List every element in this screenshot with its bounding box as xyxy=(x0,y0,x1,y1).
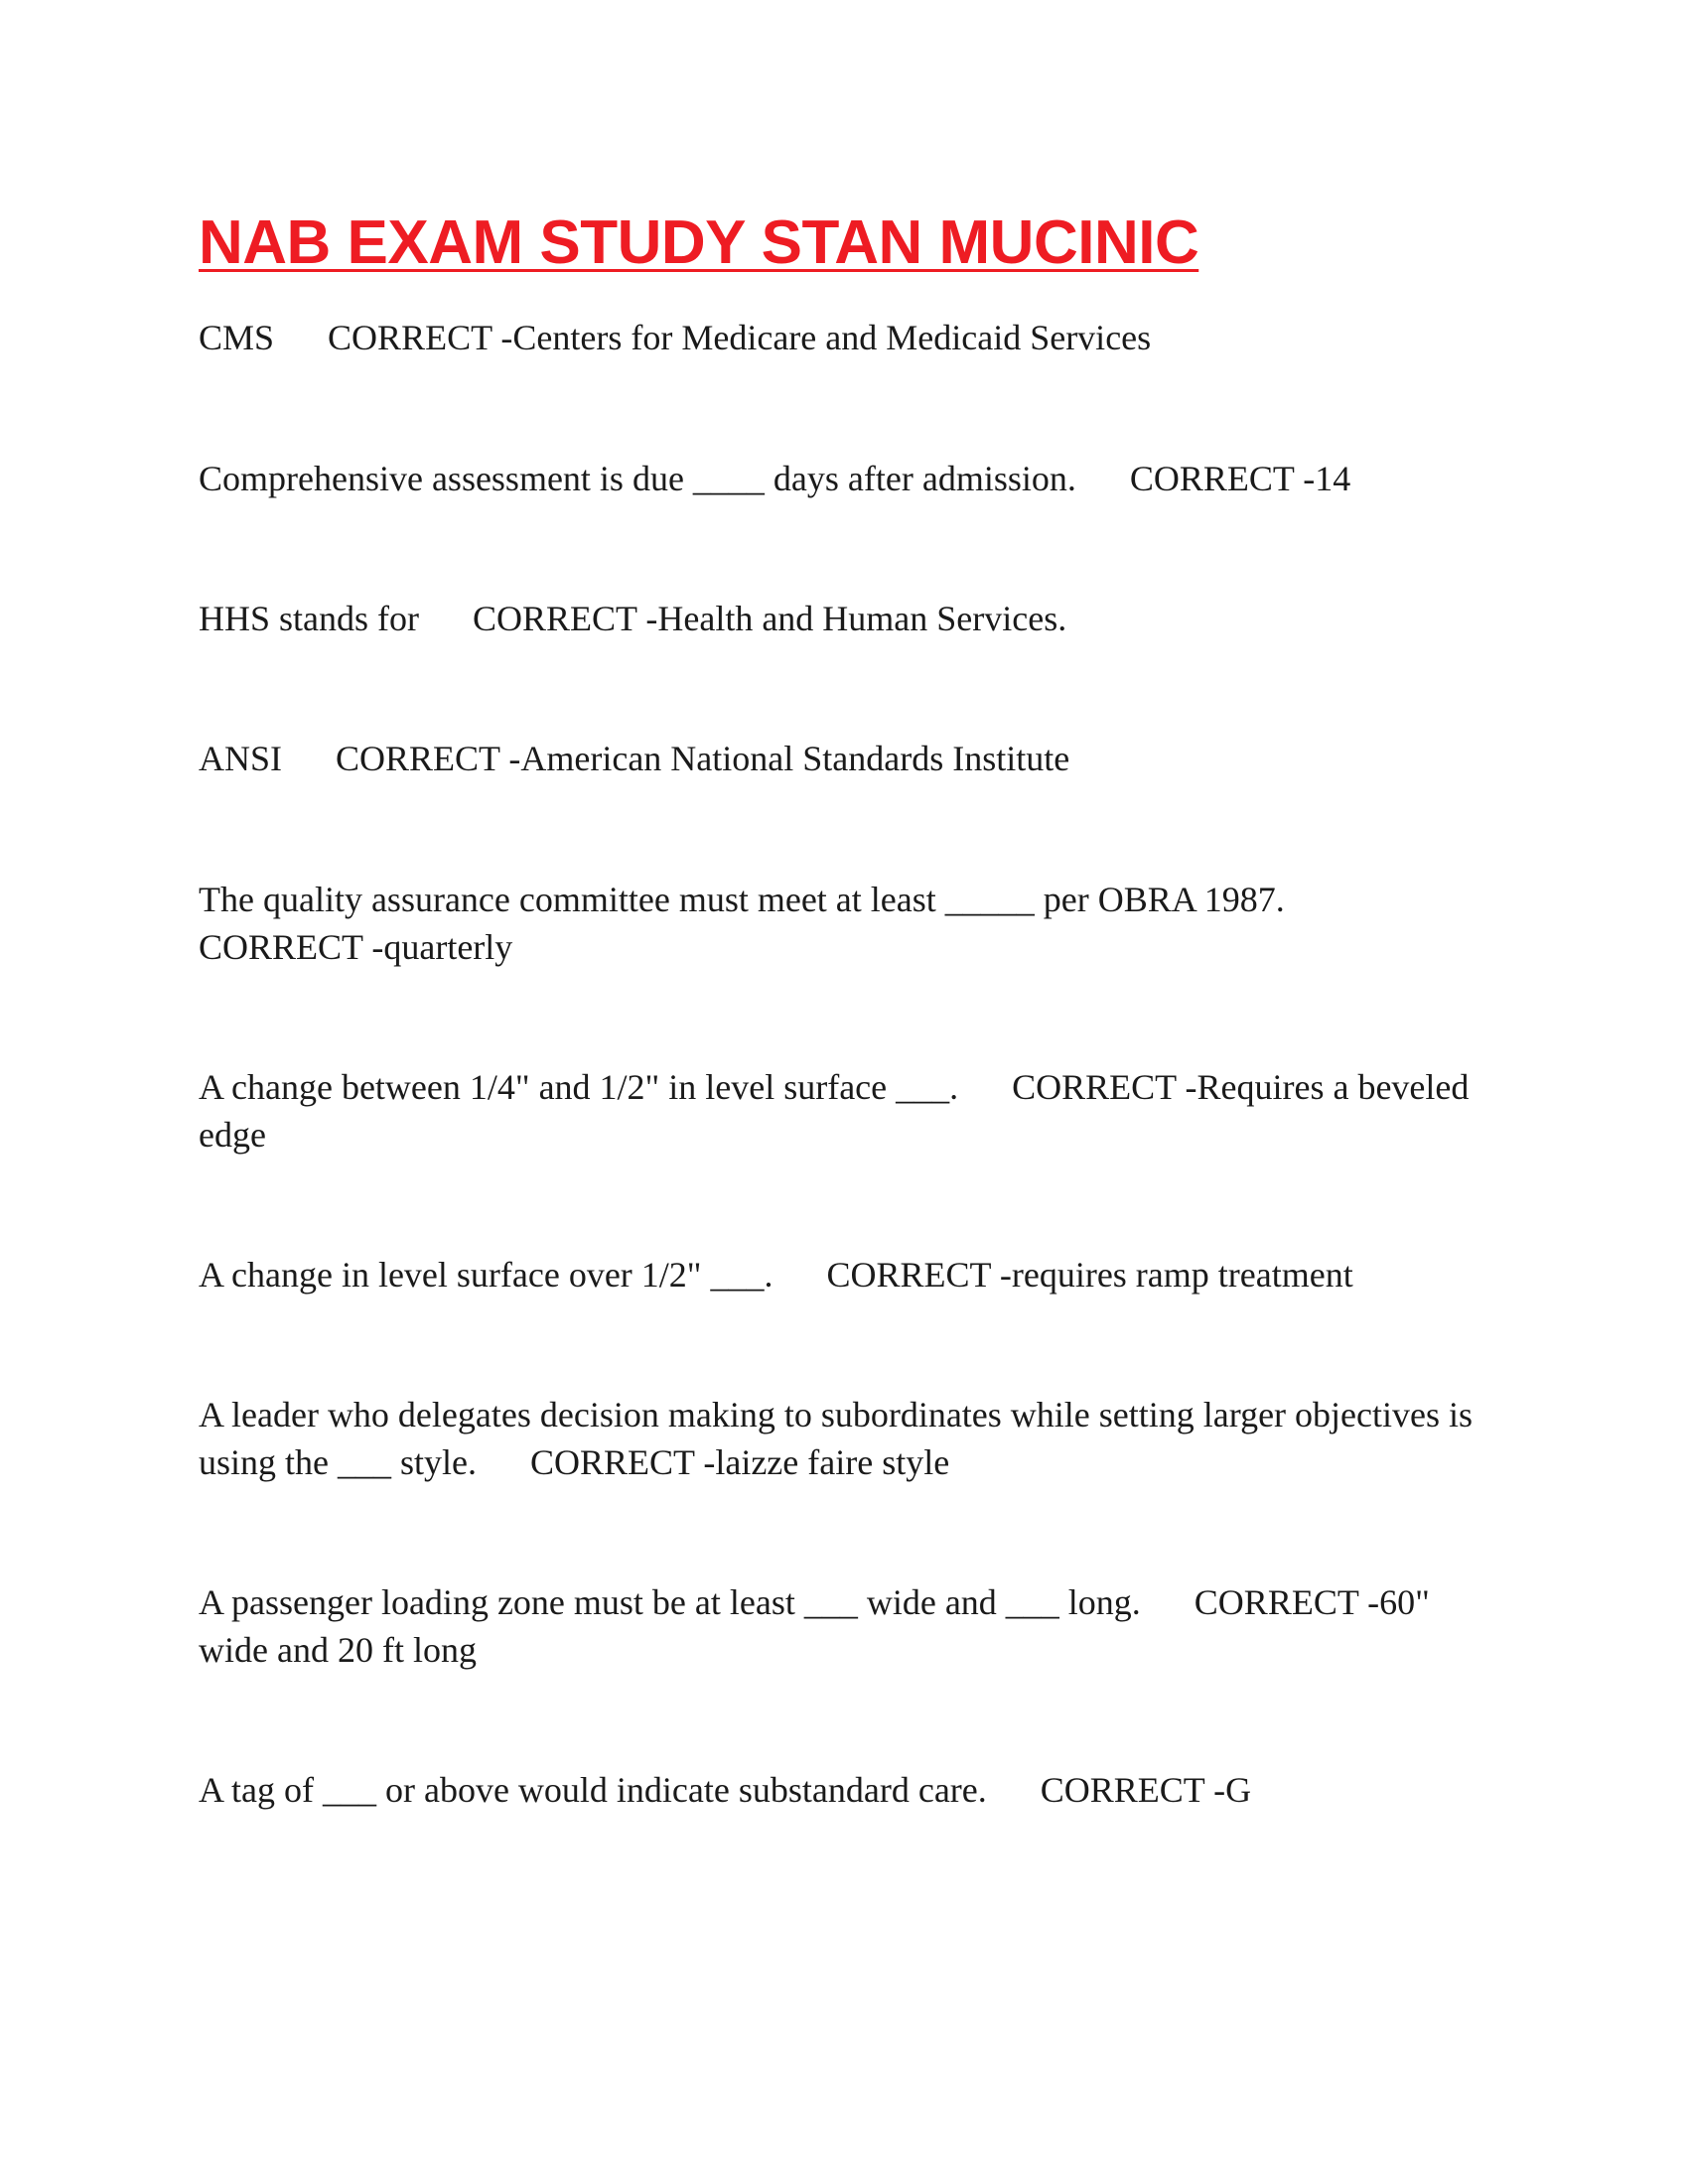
qa-entry-comprehensive-assessment xyxy=(199,455,1499,502)
qa-entry-ramp-treatment xyxy=(199,1251,1499,1298)
answer-text: CORRECT -G xyxy=(1040,1770,1252,1810)
question-text: ANSI xyxy=(199,739,283,778)
question-text: A leader who delegates decision making to subordinates while setting larger objectives is using the ___ style. xyxy=(199,1395,1482,1482)
question-text: Comprehensive assessment is due ____ days after admission. xyxy=(199,459,1076,498)
answer-text: CORRECT -Health and Human Services. xyxy=(473,599,1067,638)
question-text: A passenger loading zone must be at least ___ wide and ___ long. xyxy=(199,1582,1141,1622)
qa-entry-ansi xyxy=(199,735,1499,782)
answer-text: CORRECT -laizze faire style xyxy=(529,1442,950,1482)
answer-text: CORRECT -Requires a beveled edge xyxy=(199,1067,1478,1155)
qa-entry-hhs xyxy=(199,595,1499,642)
answer-text: CORRECT -American National Standards Institute xyxy=(336,739,1070,778)
document-title: NAB EXAM STUDY STAN MUCINIC xyxy=(199,208,1199,277)
qa-entry-beveled-edge xyxy=(199,1063,1499,1159)
answer-text: CORRECT -60" wide and 20 ft long xyxy=(199,1582,1439,1670)
question-text: A tag of ___ or above would indicate substandard care. xyxy=(199,1770,987,1810)
qa-entry-passenger-loading-zone xyxy=(199,1578,1499,1674)
answer-text: CORRECT -Centers for Medicare and Medicaid Services xyxy=(328,318,1152,357)
answer-text: CORRECT -quarterly xyxy=(199,927,513,967)
question-text: The quality assurance committee must meet at least _____ per OBRA 1987. xyxy=(199,880,1285,919)
question-text: CMS xyxy=(199,318,275,357)
question-text: HHS stands for xyxy=(199,599,419,638)
answer-text: CORRECT -14 xyxy=(1129,459,1351,498)
qa-entry-leadership-style xyxy=(199,1391,1499,1486)
answer-text: CORRECT -requires ramp treatment xyxy=(826,1255,1353,1295)
question-text: A change between 1/4" and 1/2" in level surface ___. xyxy=(199,1067,959,1107)
qa-entry-quality-assurance xyxy=(199,876,1499,971)
question-text: A change in level surface over 1/2" ___. xyxy=(199,1255,774,1295)
qa-entry-cms xyxy=(199,314,1499,361)
qa-entry-substandard-care-tag xyxy=(199,1766,1499,1814)
